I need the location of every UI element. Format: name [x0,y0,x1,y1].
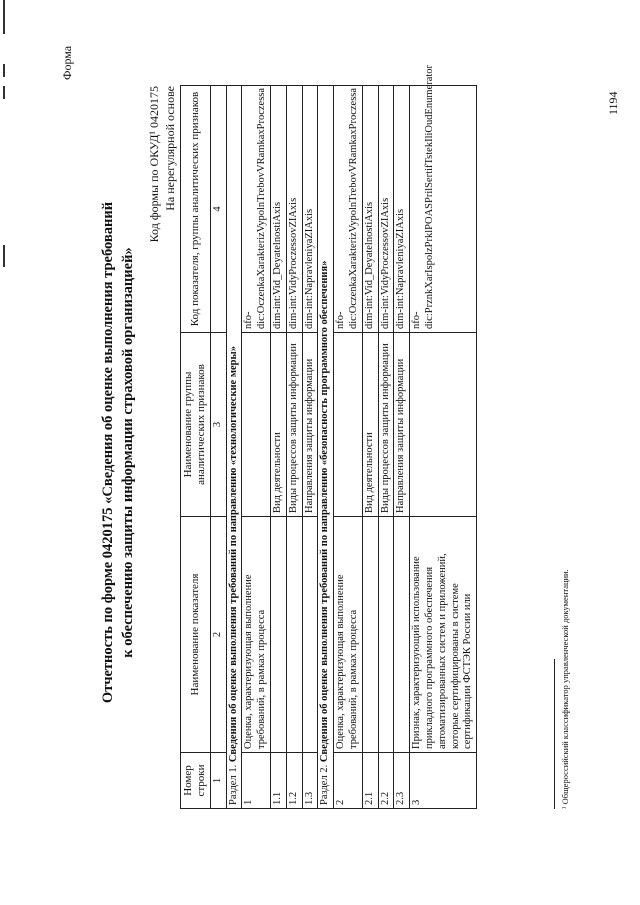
table-header-row [181,86,211,809]
header-group-name: Наименование группы аналитических признаков [181,333,211,517]
table-row [302,86,318,809]
table-row [286,86,302,809]
row-number: 2 [334,753,363,809]
header-code: Код показателя, группы аналитических признаков [181,86,211,333]
table-row [410,86,477,809]
group-name: Виды процессов защиты информации [286,333,302,517]
indicator-name: Оценка, характеризующая выполнение требований, в рамках процесса [334,517,363,753]
column-number-row [210,86,226,809]
row-number: 2.1 [362,753,378,809]
indicator-code: nfo-dic:OczenkaXarakterizVypolnTrebovVRamkaxProczessa [242,86,271,333]
report-table [180,64,477,809]
indicator-code: dim-int:NapravleniyaZIAxis [302,86,318,333]
indicator-code: dim-int:VidyProczessovZIAxis [378,86,394,333]
indicator-code: nfo-dic:PrznkXarIspolzPrklPOASPrilSertifTstekIliOudEnumerator [410,86,477,333]
form-label: Форма [60,45,74,80]
section-1-row [226,86,242,809]
row-number: 1.3 [302,753,318,809]
row-number: 2.3 [394,753,410,809]
row-number: 1.1 [271,753,287,809]
report-title-line-1: Отчетность по форме 0420175 «Сведения об оценке выполнения требований [100,201,116,704]
section-1-label: Раздел 1. [227,764,239,805]
indicator-code: dim-int:NapravleniyaZIAxis [394,86,410,333]
group-name: Виды процессов защиты информации [378,333,394,517]
indicator-name [302,517,318,753]
row-number: 1.2 [286,753,302,809]
indicator-name: Оценка, характеризующая выполнение требований, в рамках процесса [242,517,271,753]
group-name: Направления защиты информации [302,333,318,517]
indicator-name [394,517,410,753]
table-row [362,86,378,809]
group-name [410,333,477,517]
column-number: 1 [210,753,226,809]
indicator-code: dim-int:Vid_DeyatelnostiAxis [362,86,378,333]
periodicity: На нерегулярной основе [163,86,177,211]
table-row [242,86,271,809]
table-row [334,86,363,809]
group-name [334,333,363,517]
indicator-name [271,517,287,753]
table-row [378,86,394,809]
section-1-heading: Сведения об оценке выполнения требований по направлению «технологические меры» [227,346,239,763]
group-name [242,333,271,517]
indicator-name [286,517,302,753]
page-number: 1194 [606,91,620,115]
row-number: 3 [410,753,477,809]
table-row [394,86,410,809]
column-number: 4 [210,86,226,333]
indicator-code: dim-int:VidyProczessovZIAxis [286,86,302,333]
section-2-heading: Сведения об оценке выполнения требований по направлению «безопасность программного обеспечения» [319,260,331,763]
column-number: 3 [210,333,226,517]
header-indicator-name: Наименование показателя [181,517,211,753]
group-name: Вид деятельности [271,333,287,517]
indicator-name [362,517,378,753]
row-number: 1 [242,753,271,809]
row-number: 2.2 [378,753,394,809]
section-1-title [226,86,242,809]
indicator-name [378,517,394,753]
indicator-code: dim-int:Vid_DeyatelnostiAxis [271,86,287,333]
header-row-number: Номер строки [181,753,211,809]
table-row [271,86,287,809]
column-number: 2 [210,517,226,753]
group-name: Направления защиты информации [394,333,410,517]
footnote: ¹ Общероссийский классификатор управленческой документации. [560,569,570,809]
okud-code: Код формы по ОКУД¹ 0420175 [147,86,161,243]
section-2-row [318,86,334,809]
indicator-name: Признак, характеризующий использование прикладного программного обеспечения автоматизированных систем и приложений, которые сертифицированы в системе сертификации ФСТЭК России или [410,517,477,753]
footnote-divider [554,659,555,809]
section-2-label: Раздел 2. [319,764,331,805]
section-2-title [318,86,334,809]
report-title-line-2: к обеспечению защиты информации страховой организацией» [120,247,136,658]
indicator-code: nfo-dic:OczenkaXarakterizVypolnTrebovVRamkaxProczessa [334,86,363,333]
group-name: Вид деятельности [362,333,378,517]
